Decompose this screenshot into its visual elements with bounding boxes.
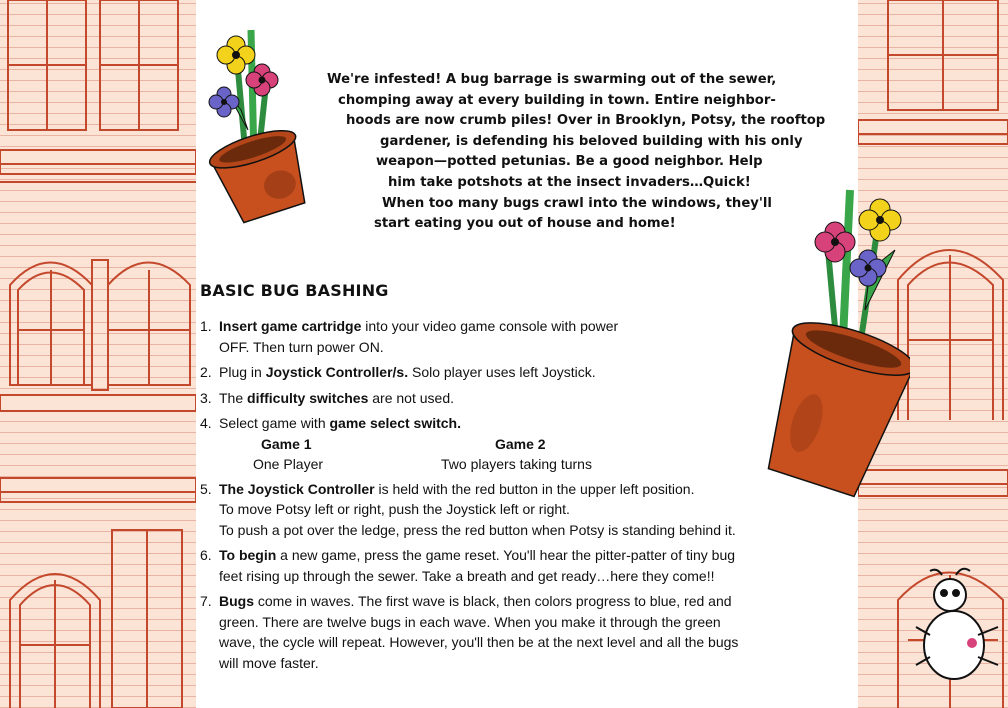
step-continuation: OFF. Then turn power ON. (219, 338, 384, 355)
list-item (200, 591, 840, 673)
step-keyword: To begin (219, 547, 277, 563)
list-item (200, 413, 840, 434)
list-item (200, 362, 840, 383)
flower-pot-icon (196, 10, 331, 225)
step-keyword: Bugs (219, 593, 254, 609)
step-text: into your video game console with power (361, 318, 619, 334)
step-text-pre: Plug in (219, 364, 266, 380)
step-continuation: will move faster. (219, 654, 319, 671)
list-item (200, 388, 840, 409)
list-item (200, 316, 840, 357)
intro-line: him take potshots at the insect invaders…Quick! (388, 174, 751, 190)
left-building-illustration (0, 0, 196, 708)
intro-line: We're infested! A bug barrage is swarming out of the sewer, (327, 72, 777, 87)
list-item (200, 479, 840, 541)
step-number: 1. (200, 318, 212, 334)
game2-header: Game 2 (495, 435, 546, 452)
intro-line: When too many bugs crawl into the windows, they'll (382, 195, 772, 211)
intro-line: gardener, is defending his beloved building with his only (380, 133, 803, 149)
step-text: are not used. (368, 389, 454, 406)
step-continuation: feet rising up through the sewer. Take a breath and get ready…here they come!! (219, 567, 715, 584)
step-number: 2. (200, 364, 212, 380)
step-number: 7. (200, 593, 212, 609)
intro-line: chomping away at every building in town. Entire neighbor- (338, 92, 776, 108)
left-building-drawing (0, 0, 196, 708)
step-text-pre: The (219, 389, 248, 406)
list-item (200, 545, 840, 586)
step-continuation: To push a pot over the ledge, press the red button when Potsy is standing behind it. (219, 521, 736, 538)
step-continuation: green. There are twelve bugs in each wave. When you make it through the green (219, 613, 721, 630)
step-text: Solo player uses left Joystick. (408, 364, 596, 380)
game-select-table (219, 434, 840, 474)
bug-icon (912, 565, 1004, 705)
game1-value: One Player (253, 455, 324, 472)
step-text: come in waves. The first wave is black, then colors progress to blue, red and (254, 593, 732, 609)
step-text: is held with the red button in the upper left position. (374, 480, 695, 497)
intro-line: weapon—potted petunias. Be a good neighbor. Help (376, 154, 763, 170)
step-keyword: game select switch. (329, 415, 462, 431)
step-continuation: wave, the cycle will repeat. However, you'll then be at the next level and all the bugs (219, 634, 739, 650)
intro-paragraph (322, 70, 826, 235)
instruction-list (200, 316, 840, 673)
game1-header: Game 1 (261, 435, 312, 452)
step-number: 3. (200, 389, 212, 406)
step-keyword: Joystick Controller/s. (265, 364, 409, 380)
step-text-pre: Select game with (219, 415, 330, 431)
step-continuation: To move Potsy left or right, push the Joystick left or right. (219, 501, 570, 517)
step-number: 4. (200, 415, 212, 431)
step-keyword: The Joystick Controller (219, 480, 375, 497)
intro-line: hoods are now crumb piles! Over in Brooklyn, Potsy, the rooftop (346, 113, 826, 129)
step-number: 5. (200, 480, 212, 497)
step-text: a new game, press the game reset. You'll hear the pitter-patter of tiny bug (276, 547, 736, 563)
step-keyword: Insert game cartridge (219, 318, 362, 334)
game2-value: Two players taking turns (441, 455, 592, 472)
step-number: 6. (200, 547, 212, 563)
step-keyword: difficulty switches (247, 389, 369, 406)
section-title: BASIC BUG BASHING (200, 281, 389, 300)
intro-line: start eating you out of house and home! (374, 216, 676, 232)
